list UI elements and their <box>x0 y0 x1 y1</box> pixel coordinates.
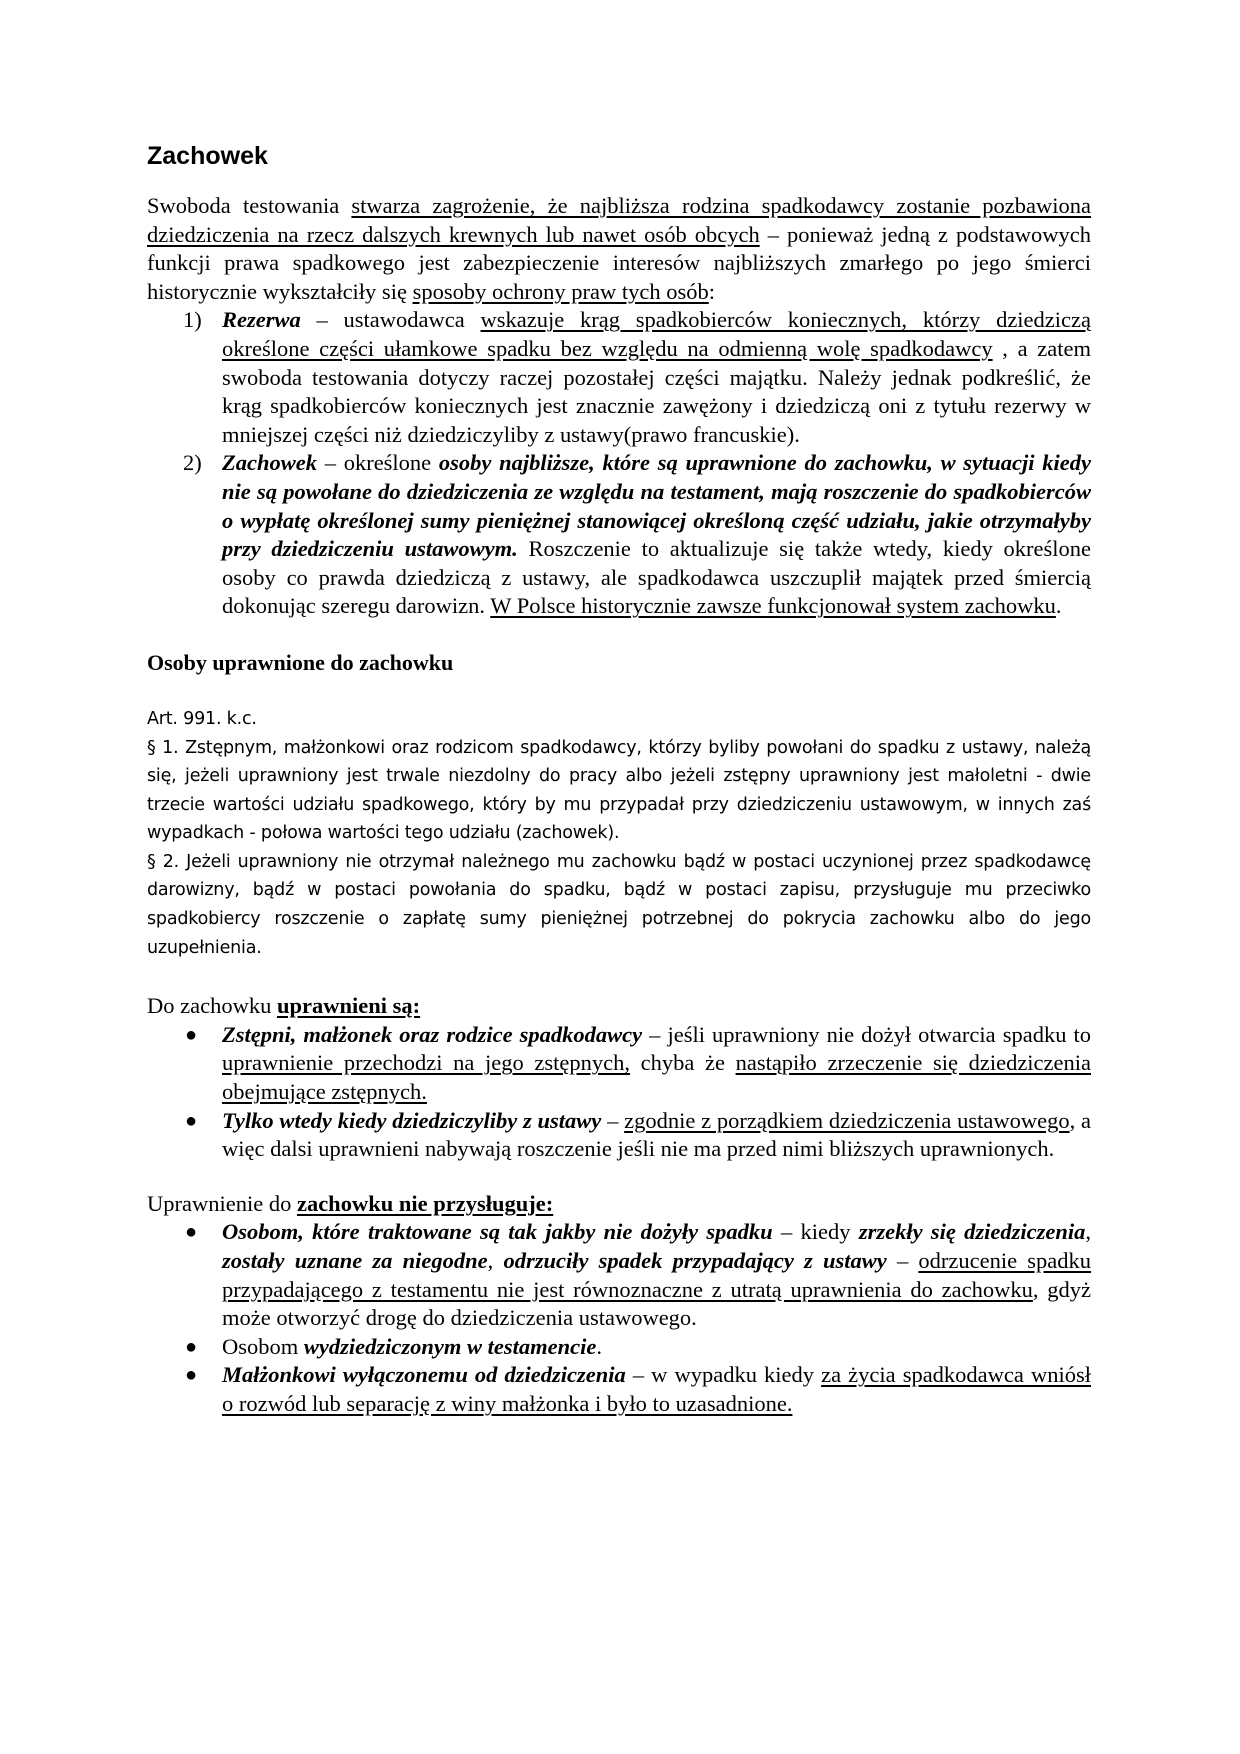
term-zachowek: Zachowek <box>222 450 317 476</box>
page-title: Zachowek <box>147 142 268 170</box>
article-reference: Art. 991. k.c. <box>147 708 257 729</box>
bullet-icon: ● <box>185 1335 198 1358</box>
section-heading: Osoby uprawnione do zachowku <box>147 649 454 675</box>
list-item-rezerwa: 1) Rezerwa – ustawodawca wskazuje krąg spadkobierców koniecznych, którzy dziedziczą określone części ułamkowe spadku bez względu na odmienną wolę spadkodawcy , a zatem swoboda testowania dotyczy raczej pozostałej części majątku. Należy jednak podkreślić, że krąg spadkobierców koniecznych jest znacznie zawężony i dziedziczą oni z tytułu rezerwy w mniejszej części niż dziedziczyliby z ustawy(prawo francuskie). <box>183 307 1091 447</box>
bullet-icon: ● <box>185 1364 198 1387</box>
list-item: ● Osobom wydziedziczonym w testamencie. <box>147 1333 1091 1362</box>
intro-paragraph: Swoboda testowania stwarza zagrożenie, że najbliższa rodzina spadkodawcy zostanie pozbawiona dziedziczenia na rzecz dalszych krewnych lub nawet osób obcych – ponieważ jedną z podstawowych funkcji prawa spadkowego jest zabezpieczenie interesów najbliższych zmarłego po jego śmierci historycznie wykształciły się sposoby ochrony praw tych osób: <box>147 193 1091 304</box>
not-entitled-list <box>147 1218 1091 1418</box>
emphasis-text: osoby najbliższe, które są uprawnione do zachowku, w sytuacji kiedy nie są powołane do dziedziczenia ze względu na testament, mają roszczenie do spadkobierców o wypłatę określonej sumy pieniężnej stanowiącej określoną część udziału, jakie otrzymałyby przy dziedziczeniu ustawowym. <box>222 450 1091 562</box>
bullet-icon: ● <box>185 1109 198 1132</box>
underlined-text: wskazuje krąg spadkobierców koniecznych, którzy dziedziczą określone części ułamkowe spadku bez względu na odmienną wolę spadkodawcy <box>222 307 1091 361</box>
list-number: 1) <box>183 307 202 333</box>
list-item: ● Tylko wtedy kiedy dziedziczyliby z ustawy – zgodnie z porządkiem dziedziczenia ustawowego, a więc dalsi uprawnieni nabywają roszczenie jeśli nie ma przed nimi bliższych uprawnionych. <box>185 1107 1091 1162</box>
entitled-lead: Do zachowku uprawnieni są: <box>147 993 421 1019</box>
protection-methods-list <box>147 306 1091 621</box>
article-quote <box>147 705 1091 962</box>
entitled-list <box>147 1021 1091 1164</box>
underlined-bold-text: zachowku nie przysługuje: <box>296 1190 554 1216</box>
article-paragraph-2: § 2. Jeżeli uprawniony nie otrzymał należnego mu zachowku bądź w postaci uczynionej przez spadkodawcę darowizny, bądź w postaci powołania do spadku, bądź w postaci zapisu, przysługuje mu przeciwko spadkobiercy roszczenie o zapłatę sumy pieniężnej potrzebnej do pokrycia zachowku albo do jego uzupełnienia. <box>147 851 1091 958</box>
document-content <box>147 140 1091 1419</box>
list-item-zachowek: 2) Zachowek – określone osoby najbliższe, które są uprawnione do zachowku, w sytuacji kiedy nie są powołane do dziedziczenia ze względu na testament, mają roszczenie do spadkobierców o wypłatę określonej sumy pieniężnej stanowiącej określoną część udziału, jakie otrzymałyby przy dziedziczeniu ustawowym. Roszczenie to aktualizuje się także wtedy, kiedy określone osoby co prawda dziedziczą z ustawy, ale spadkodawca uszczuplił majątek przed śmiercią dokonując szeregu darowizn. W Polsce historycznie zawsze funkcjonował system zachowku. <box>183 450 1091 619</box>
article-paragraph-1: § 1. Zstępnym, małżonkowi oraz rodzicom spadkodawcy, którzy byliby powołani do spadku z ustawy, należą się, jeżeli uprawniony jest trwale niezdolny do pracy albo jeżeli zstępny uprawniony jest małoletni - dwie trzecie wartości udziału spadkowego, który by mu przypadał przy dziedziczeniu ustawowym, w innych zaś wypadkach - połowa wartości tego udziału (zachowek). <box>147 737 1091 844</box>
list-item: ● Osobom, które traktowane są tak jakby nie dożyły spadku – kiedy zrzekły się dziedziczenia, zostały uznane za niegodne, odrzuciły spadek przypadający z ustawy – odrzucenie spadku przypadającego z testamentu nie jest równoznaczne z utratą uprawnienia do zachowku, gdyż może otworzyć drogę do dziedziczenia ustawowego. <box>185 1219 1092 1331</box>
underlined-text: stwarza zagrożenie, że najbliższa rodzina spadkodawcy zostanie pozbawiona dziedziczenia na rzecz dalszych krewnych lub nawet osób obcych <box>147 193 1091 247</box>
list-number: 2) <box>183 450 202 476</box>
underlined-text: sposoby ochrony praw tych osób <box>412 278 709 304</box>
bullet-icon: ● <box>185 1221 198 1244</box>
bullet-icon: ● <box>185 1023 198 1046</box>
underlined-text: W Polsce historycznie zawsze funkcjonował system zachowku <box>490 593 1056 619</box>
list-item: ● Zstępni, małżonek oraz rodzice spadkodawcy – jeśli uprawniony nie dożył otwarcia spadku to uprawnienie przechodzi na jego zstępnych, chyba że nastąpiło zrzeczenie się dziedziczenia obejmujące zstępnych. <box>185 1021 1092 1105</box>
list-item: ● Małżonkowi wyłączonemu od dziedziczenia – w wypadku kiedy za życia spadkodawca wniósł o rozwód lub separację z winy małżonka i było to uzasadnione. <box>185 1362 1091 1416</box>
not-entitled-lead: Uprawnienie do zachowku nie przysługuje: <box>147 1190 554 1216</box>
underlined-bold-text: uprawnieni są: <box>276 993 421 1019</box>
term-rezerwa: Rezerwa <box>222 307 301 333</box>
